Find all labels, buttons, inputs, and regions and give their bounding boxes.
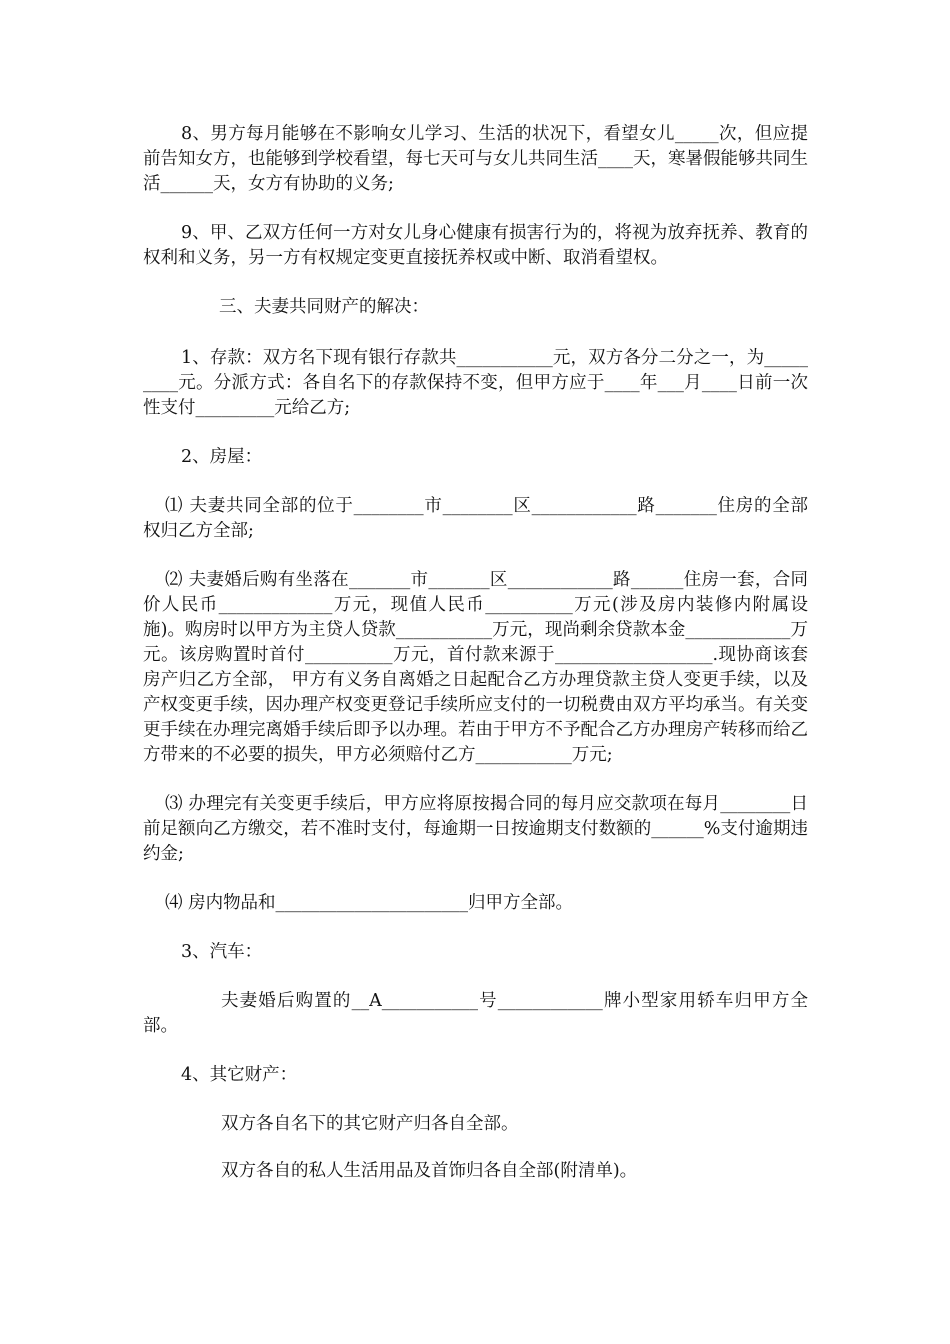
- property-2-housing-heading: 2、房屋：: [181, 447, 263, 467]
- housing-item-1: ⑴ 夫妻共同全部的位于________市________区____________路_______住房的全部权归乙方全部;: [143, 496, 808, 541]
- housing-item-2: ⑵ 夫妻婚后购有坐落在_______市_______区____________路______住房一套，合同价人民币_____________万元，现值人民币__________万元(涉及房内装修内附属设施)。购房时以甲方为主贷人贷款___________万元，现尚剩余贷款本金____________万元。该房购置时首付__________万元，首付款来源于__________________.现协商该套房产归乙方全部， 甲方有义务自离婚之日起配合乙方办理贷款主贷人变更手续，以及产权变更手续，因办理产权变更登记手续所应支付的一切税费由双方平均承当。有关变更手续在办理完离婚手续后即予以办理。若由于甲方不予配合乙方办理房产转移而给乙方带来的不必要的损失，甲方必须赔付乙方___________万元;: [143, 570, 808, 765]
- housing-item-3: ⑶ 办理完有关变更手续后，甲方应将原按揭合同的每月应交款项在每月________日前足额向乙方缴交，若不准时支付，每逾期一日按逾期支付数额的______%支付逾期违约金;: [143, 794, 808, 864]
- document-page: [143, 122, 808, 1206]
- property-1-deposits: 1、存款：双方名下现有银行存款共___________元，双方各分二分之一，为_________元。分派方式：各自名下的存款保持不变，但甲方应于____年___月____日前一次性支付_________元给乙方;: [143, 348, 808, 418]
- housing-item-4: ⑷ 房内物品和______________________归甲方全部。: [165, 893, 574, 913]
- clause-9-custody-forfeit: 9、甲、乙双方任何一方对女儿身心健康有损害行为的，将视为放弃抚养、教育的权利和义务，另一方有权规定变更直接抚养权或中断、取消看望权。: [143, 223, 808, 268]
- property-4-other-heading: 4、其它财产：: [181, 1065, 298, 1085]
- section-3-heading: 三、夫妻共同财产的解决：: [219, 297, 429, 317]
- personal-items-clause: 双方各自的私人生活用品及首饰归各自全部(附清单)。: [221, 1161, 638, 1181]
- car-clause: 夫妻婚后购置的__A___________号____________牌小型家用轿车归甲方全部。: [143, 991, 808, 1036]
- clause-8-visitation: 8、男方每月能够在不影响女儿学习、生活的状况下，看望女儿_____次，但应提前告知女方，也能够到学校看望，每七天可与女儿共同生活____天，寒暑假能够共同生活______天，女方有协助的义务;: [143, 124, 808, 194]
- other-property-clause: 双方各自名下的其它财产归各自全部。: [221, 1114, 519, 1134]
- property-3-car-heading: 3、汽车：: [181, 942, 263, 962]
